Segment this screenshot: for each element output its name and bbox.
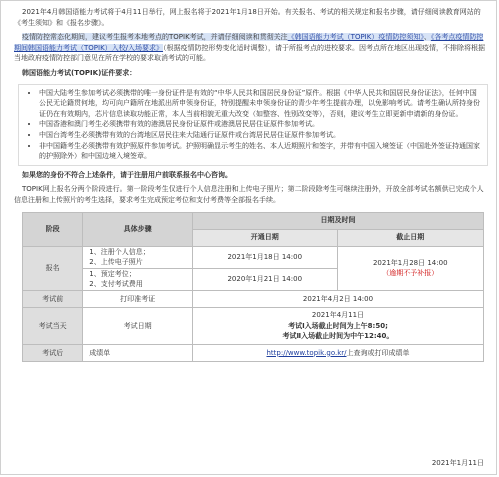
covid-post: （根据疫情防控形势变化适时调整），请于所报考点的进校要求。因考点所在地区出现疫情，不排除将根据当地政府疫情防控部门意见在所在学校的要求取消考试的可能。 [14, 43, 486, 63]
step-text: 2、支付考试费用 [89, 280, 143, 289]
before-exam-step: 打印准考证 [83, 290, 193, 307]
schedule-table [22, 212, 484, 362]
registration-open-1: 2021年1月18日 14:00 [192, 246, 337, 268]
step-text: 1、注册个人信息； [89, 247, 150, 256]
close-date-text: 2021年1月28日 14:00 [372, 258, 448, 267]
exam-day-step: 考试日期 [83, 307, 193, 344]
entry-requirements-link[interactable]: 《各考点疫情防控期间韩国语能力考试（TOPIK）入校/入场要求》 [14, 33, 484, 52]
id-requirements-title: 韩国语能力考试(TOPIK)证件要求： [22, 68, 137, 77]
header-date: 日期及时间 [192, 212, 483, 229]
stage-before-exam: 考试前 [23, 290, 83, 307]
close-date-note: （逾期不予补报） [382, 269, 439, 278]
covid-paragraph [14, 32, 488, 64]
list-item: • 中国大陆考生参加考试必须携带的唯一身份证件是有效的“中华人民共和国居民身份证”原件。根据《中华人民共和国居民身份证法》，任何中国公民无论籍贯何地，均可向户籍所在地派出所申领身份证，特别提醒未申领身份证的青少年考生提前办理，以免影响考试。请考生确认所持身份证仍在有效期内，芯片信息读取功能正常，本人当前相貌无重大改变（如整容、性别改变等），否则，建议考生立即更新申请新的身份证。 [39, 88, 482, 120]
step-text: 2、上传电子照片 [89, 258, 143, 267]
before-exam-date: 2021年4月2日 14:00 [192, 290, 483, 307]
registration-steps-1 [83, 246, 193, 268]
covid-notice-link[interactable]: 《韩国语能力考试（TOPIK）疫情防控须知》 [287, 33, 424, 42]
stage-exam-day: 考试当天 [23, 307, 83, 344]
after-exam-suffix: 上查询或打印成绩单 [346, 348, 410, 357]
registration-close [337, 246, 484, 290]
header-close-date: 截止日期 [337, 229, 484, 246]
stage-registration: 报名 [23, 246, 83, 290]
header-steps: 具体步骤 [83, 212, 193, 246]
header-open-date: 开通日期 [192, 229, 337, 246]
covid-pre: 疫情防控常态化期间，建议考生报考本地考点的TOPIK考试，并请仔细阅读和贯彻关注 [22, 33, 288, 42]
registration-open-2: 2020年1月21日 14:00 [192, 268, 337, 290]
id-requirements-list [29, 88, 482, 162]
stage-after-exam: 考试后 [23, 344, 83, 361]
list-item: • 非中国籍考生必须携带有效护照原件参加考试。护照明确显示考生的姓名、本人近期照片和签字，并带有中国入境签证（中国赴外签证持通国家的护照除外）和中国边境入境签章。 [39, 141, 482, 162]
intro-paragraph: 2021年4月韩国语能力考试将于4月11日举行，网上报名将于2021年1月18日开始。有关报名、考试的相关规定和报名步骤，请仔细阅读教育网站的《考生须知》和《报名步骤》。 [14, 8, 481, 27]
covid-sep: 、 [423, 33, 431, 42]
list-item: • 中国香港和澳门考生必须携带有效的港澳居民身份证原件或港澳居民居住证原件参加考试。 [39, 119, 482, 130]
header-stage: 阶段 [23, 212, 83, 246]
document-body [14, 7, 488, 362]
step-text: 1、预定考位； [89, 269, 136, 278]
list-item: • 中国台湾考生必须携带有效的台湾地区居民往来大陆通行证原件或台湾居民居住证原件参加考试。 [39, 130, 482, 141]
exam-2-entry-time: 考试Ⅱ入场截止时间为中午12:40。 [282, 332, 394, 341]
stage-paragraph: TOPIK网上报名分两个阶段进行。第一阶段考生仅进行个人信息注册和上传电子照片；第二阶段除考生可继续注册外，开放全部考试名额供已完成个人信息注册和上传照片的考生选择，要求考生完成预定考位和支付考费等全部报名手续。 [14, 185, 484, 204]
exam-1-entry-time: 考试Ⅰ入场截止时间为上午8:50; [288, 321, 388, 330]
topik-website-link[interactable]: http://www.topik.go.kr/ [266, 348, 347, 357]
id-requirements-box [18, 84, 488, 166]
id-warning: 如果您的身份不符合上述条件，请于注册用户前联系报名中心咨询。 [22, 170, 232, 179]
publish-date: 2021年1月11日 [431, 459, 484, 467]
exam-day-date [192, 307, 483, 344]
registration-steps-2 [83, 268, 193, 290]
after-exam-info [192, 344, 483, 361]
after-exam-step: 成绩单 [83, 344, 193, 361]
exam-date-text: 2021年4月11日 [311, 310, 365, 319]
